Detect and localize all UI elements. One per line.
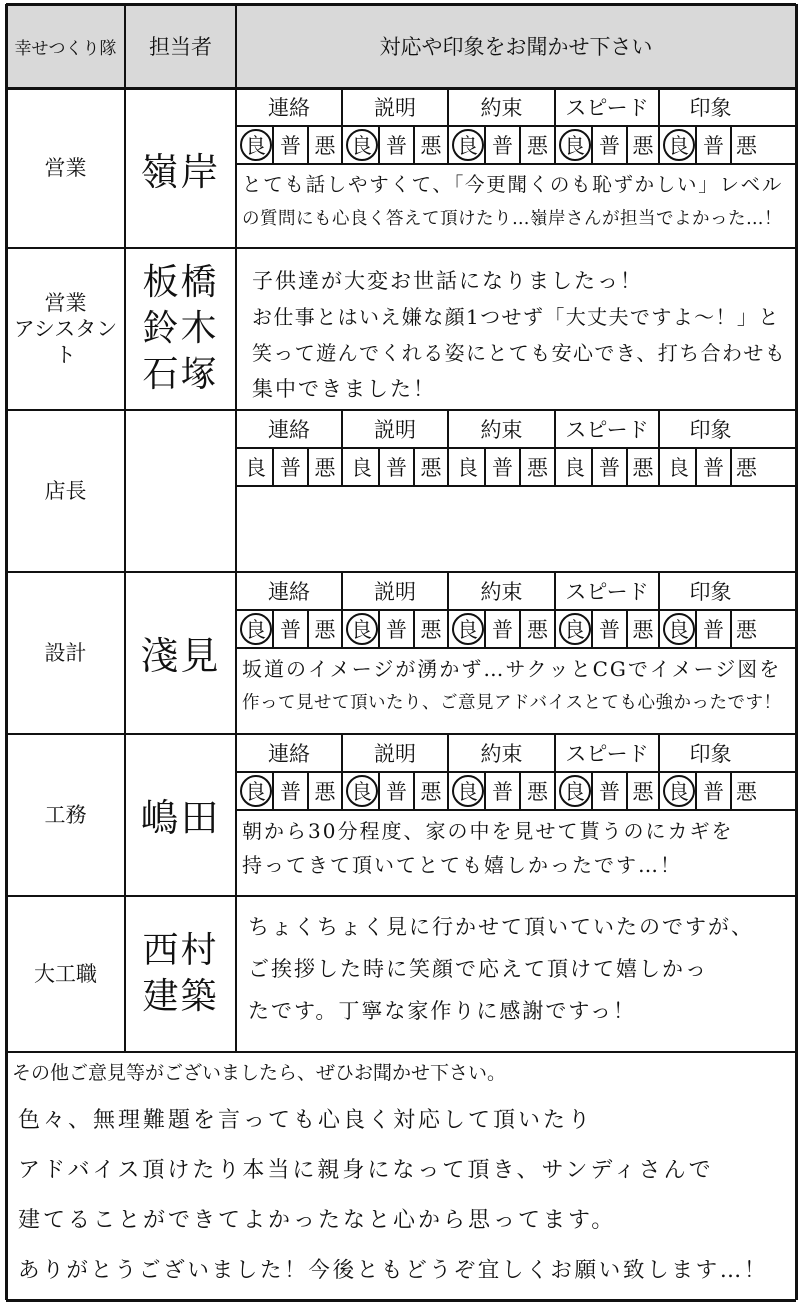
header-feedback-cell: 対応や印象をお聞かせ下さい [379, 35, 653, 59]
department-cell: 店長 [44, 479, 87, 503]
department-cell: 工務 [44, 803, 87, 827]
category-label: 説明 [374, 96, 416, 120]
person-cell [125, 248, 236, 410]
department-label: アシスタント [13, 317, 118, 367]
department-cell: 営業 [44, 156, 87, 180]
category-label: スピード [565, 96, 649, 120]
rating-option: 普 [386, 618, 407, 642]
category-label: 連絡 [268, 418, 310, 442]
category-divider [658, 572, 660, 648]
person-name: 嶋田 [140, 795, 221, 840]
rating-option: 悪 [420, 618, 442, 642]
category-label: 説明 [374, 742, 416, 766]
rating-option: 悪 [736, 134, 757, 158]
person-name [125, 410, 236, 570]
rating-option: 悪 [314, 134, 336, 158]
rating-option: 良 [351, 456, 372, 480]
category-label: 連絡 [268, 742, 310, 766]
category-label: 説明 [374, 418, 416, 442]
handwritten-comment-line: 持ってきて頂いてとても嬉しかったです…！ [242, 853, 682, 877]
category-divider [658, 88, 660, 164]
category-label: 連絡 [268, 580, 310, 604]
rating-option: 悪 [736, 780, 757, 804]
rating-option: 悪 [420, 456, 442, 480]
category-divider [447, 572, 449, 648]
rating-option: 普 [492, 618, 513, 642]
rating-option: 悪 [527, 618, 548, 642]
rating-option: 良 [668, 618, 689, 642]
rating-option: 悪 [527, 780, 548, 804]
rating-option: 普 [703, 456, 724, 480]
rating-option: 悪 [314, 780, 336, 804]
person-name: 淺見 [140, 633, 221, 678]
department-cell [6, 248, 125, 410]
rating-option: 普 [599, 618, 620, 642]
handwritten-comment-line: ちょくちょく見に行かせて頂いていたのですが、 [248, 915, 754, 939]
rating-option: 良 [245, 618, 266, 642]
category-divider [341, 572, 343, 648]
person-name: 板橋 [142, 262, 219, 303]
handwritten-comment-line: 集中できました！ [252, 377, 436, 401]
rating-option: 普 [492, 134, 513, 158]
category-label: 印象 [689, 742, 732, 766]
rating-option: 悪 [632, 618, 654, 642]
department-label: 営業 [44, 291, 87, 315]
category-label: スピード [565, 580, 649, 604]
rating-option: 良 [564, 780, 585, 804]
rating-option: 悪 [420, 134, 442, 158]
category-divider [658, 734, 660, 810]
category-divider [341, 88, 343, 164]
rating-option: 良 [457, 780, 478, 804]
rating-option: 良 [457, 134, 478, 158]
rating-option: 普 [386, 780, 407, 804]
rating-option: 良 [245, 456, 266, 480]
handwritten-comment-line: 笑って遊んでくれる姿にとても安心でき、打ち合わせも [252, 341, 787, 365]
rating-option: 良 [245, 134, 266, 158]
category-label: 印象 [689, 418, 732, 442]
other-comment-line: ありがとうございました！今後ともどうぞ宜しくお願い致します…！ [18, 1258, 769, 1283]
rating-option: 良 [564, 456, 585, 480]
handwritten-comment-line: 坂道のイメージが湧かず…サクッとCGでイメージ図を [242, 657, 782, 681]
category-label: スピード [565, 418, 649, 442]
category-divider [341, 410, 343, 486]
department-cell: 設計 [44, 641, 87, 665]
border-bottom [6, 1299, 796, 1302]
rating-option: 普 [492, 456, 513, 480]
rating-option: 普 [492, 780, 513, 804]
handwritten-comment-line: 朝から30分程度、家の中を見せて貰うのにカギを [242, 819, 734, 843]
rating-option: 良 [668, 456, 689, 480]
rating-option: 悪 [632, 780, 654, 804]
rating-option: 普 [599, 134, 620, 158]
rating-option: 良 [668, 134, 689, 158]
other-comment-line: アドバイス頂けたり本当に親身になって頂き、サンディさんで [18, 1158, 714, 1183]
person-name: 石塚 [142, 354, 219, 395]
rating-option: 良 [351, 618, 372, 642]
header-person-cell: 担当者 [149, 35, 212, 59]
category-divider [447, 734, 449, 810]
rating-option: 良 [668, 780, 689, 804]
rating-option: 普 [280, 618, 301, 642]
rating-option: 良 [564, 618, 585, 642]
category-label: 説明 [374, 580, 416, 604]
person-name: 鈴木 [142, 308, 219, 349]
category-label: スピード [565, 742, 649, 766]
rating-option: 普 [280, 780, 301, 804]
category-label: 約束 [480, 742, 523, 766]
handwritten-comment-line: の質問にも心良く答えて頂けたり…嶺岸さんが担当でよかった…！ [242, 209, 782, 229]
rating-option: 悪 [314, 618, 336, 642]
category-divider [554, 572, 556, 648]
rating-option: 悪 [314, 456, 336, 480]
rating-option: 悪 [736, 618, 757, 642]
handwritten-comment-line: たです。丁寧な家作りに感謝ですっ！ [248, 999, 637, 1023]
category-label: 約束 [480, 418, 523, 442]
category-divider [447, 410, 449, 486]
rating-option: 普 [599, 780, 620, 804]
rating-option: 良 [245, 780, 266, 804]
category-divider [554, 88, 556, 164]
other-comments-prompt: その他ご意見等がございましたら、ぜひお聞かせ下さい。 [12, 1062, 507, 1084]
header-team-cell: 幸せつくり隊 [14, 38, 117, 59]
handwritten-comment-line: とても話しやすくて、「今更聞くのも恥ずかしい」レベル [242, 173, 784, 196]
rating-option: 普 [599, 456, 620, 480]
person-cell [125, 896, 236, 1052]
category-label: 約束 [480, 96, 523, 120]
category-label: 約束 [480, 580, 523, 604]
rating-option: 良 [564, 134, 585, 158]
category-divider [658, 410, 660, 486]
other-comment-line: 色々、無理難題を言っても心良く対応して頂いたり [18, 1108, 594, 1133]
rating-option: 悪 [632, 134, 654, 158]
rating-option: 悪 [527, 134, 548, 158]
rating-option: 良 [351, 134, 372, 158]
rating-option: 悪 [527, 456, 548, 480]
category-divider [447, 88, 449, 164]
category-divider [554, 410, 556, 486]
category-label: 印象 [689, 96, 732, 120]
rating-option: 悪 [420, 780, 442, 804]
person-name: 嶺岸 [140, 149, 221, 194]
rating-option: 良 [457, 456, 478, 480]
category-label: 連絡 [268, 96, 310, 120]
rating-option: 良 [351, 780, 372, 804]
rating-option: 悪 [632, 456, 654, 480]
handwritten-comment-line: ご挨拶した時に笑顔で応えて頂けて嬉しかっ [248, 957, 708, 981]
department-cell: 大工職 [34, 962, 97, 986]
rating-option: 普 [703, 618, 724, 642]
category-divider [341, 734, 343, 810]
rating-option: 普 [280, 456, 301, 480]
handwritten-comment-line: 子供達が大変お世話になりましたっ！ [252, 269, 643, 293]
person-name: 建築 [142, 976, 219, 1017]
rating-option: 普 [386, 134, 407, 158]
rating-option: 普 [703, 780, 724, 804]
rating-option: 悪 [736, 456, 757, 480]
rating-option: 普 [280, 134, 301, 158]
rating-option: 良 [457, 618, 478, 642]
person-name: 西村 [142, 930, 219, 971]
rating-option: 普 [386, 456, 407, 480]
handwritten-comment-line: 作って見せて頂いたり、ご意見アドバイスとても心強かったです！ [242, 693, 782, 713]
border-right [795, 4, 798, 1300]
other-comment-line: 建てることができてよかったなと心から思ってます。 [18, 1208, 617, 1233]
handwritten-comment-line: お仕事とはいえ嫌な顔1つせず「大丈夫ですよ～！」と [252, 305, 780, 329]
category-label: 印象 [689, 580, 732, 604]
rating-option: 普 [703, 134, 724, 158]
category-divider [554, 734, 556, 810]
